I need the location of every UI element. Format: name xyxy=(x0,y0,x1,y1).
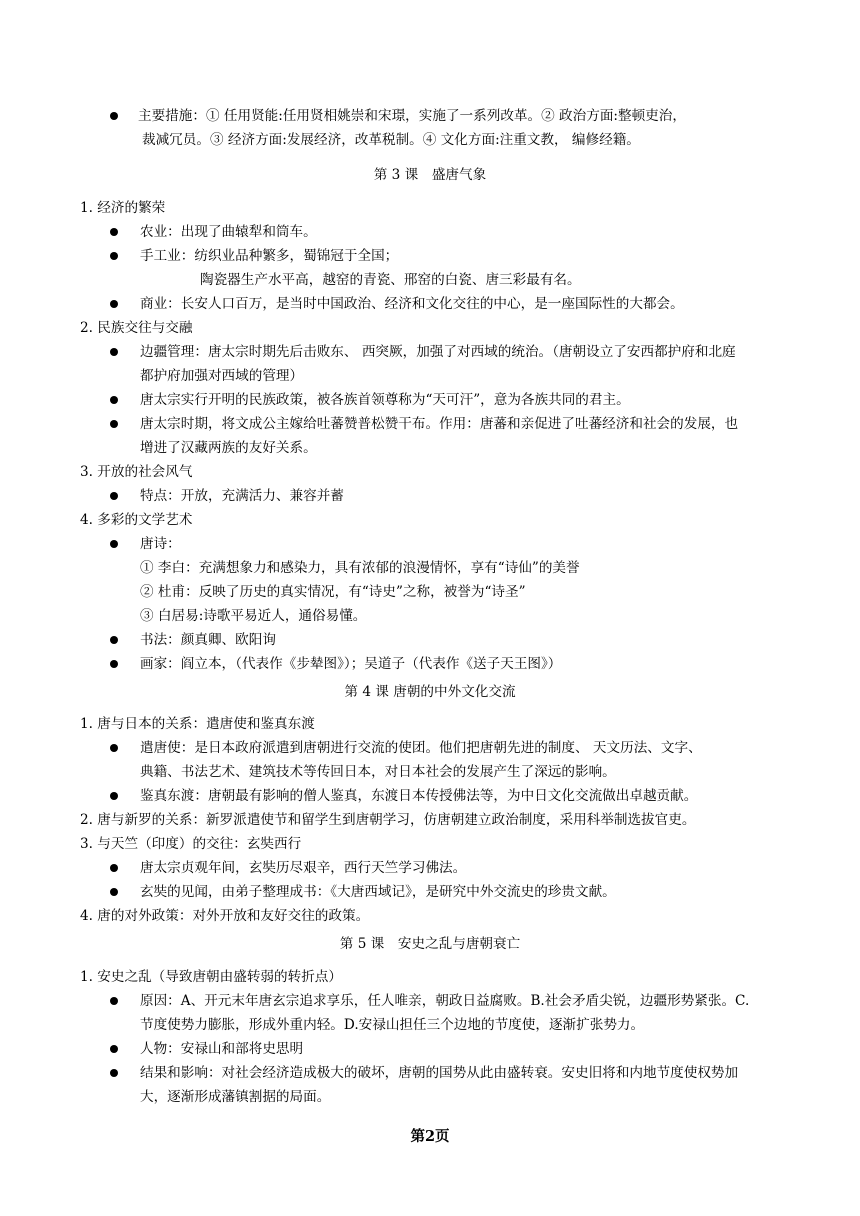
list-item: 边疆管理：唐太宗时期先后击败东、 西突厥，加强了对西域的统治。（唐朝设立了安西都护府和北庭 xyxy=(140,344,736,360)
list-item: 手工业：纺织业品种繁多，蜀锦冠于全国； xyxy=(140,248,399,264)
poet-item: ② 杜甫：反映了历史的真实情况，有“诗史”之称，被誉为“诗圣” xyxy=(140,584,526,600)
list-item: 画家：阎立本，（代表作《步辇图》）；吴道子（代表作《送子天王图》） xyxy=(140,656,562,672)
list-item: 唐太宗时期，将文成公主嫁给吐蕃赞普松赞干布。作用：唐蕃和亲促进了吐蕃经济和社会的发展，也 xyxy=(140,416,739,432)
section-heading: 3. 与天竺（印度）的交往：玄奘西行 xyxy=(80,836,302,852)
list-item: 商业：长安人口百万，是当时中国政治、经济和文化交往的中心，是一座国际性的大都会。 xyxy=(140,296,684,312)
list-item-continuation: 节度使势力膨胀，形成外重内轻。D.安禄山担任三个边地的节度使，逐渐扩张势力。 xyxy=(140,1017,645,1033)
bullet-icon xyxy=(110,997,118,1005)
section-heading: 2. 民族交往与交融 xyxy=(80,320,193,336)
bullet-icon xyxy=(110,888,118,896)
section-heading: 2. 唐与新罗的关系：新罗派遣使节和留学生到唐朝学习，仿唐朝建立政治制度，采用科举制选拔官吏。 xyxy=(80,812,696,828)
section-heading: 3. 开放的社会风气 xyxy=(80,464,193,480)
intro-measures-line: 主要措施：① 任用贤能:任用贤相姚崇和宋璟，实施了一系列改革。② 政治方面:整顿吏治， xyxy=(138,108,686,124)
section-heading: 4. 多彩的文学艺术 xyxy=(80,512,193,528)
list-item-continuation: 典籍、书法艺术、建筑技术等传回日本，对日本社会的发展产生了深远的影响。 xyxy=(140,764,616,780)
poet-item: ③ 白居易:诗歌平易近人，通俗易懂。 xyxy=(140,608,367,624)
list-item: 结果和影响：对社会经济造成极大的破坏，唐朝的国势从此由盛转衰。安史旧将和内地节度使权势加 xyxy=(140,1065,739,1081)
poet-item: ① 李白：充满想象力和感染力，具有浓郁的浪漫情怀，享有“诗仙”的美誉 xyxy=(140,560,580,576)
bullet-icon xyxy=(110,348,118,356)
bullet-icon xyxy=(110,228,118,236)
bullet-icon xyxy=(110,420,118,428)
bullet-icon xyxy=(110,540,118,548)
bullet-icon xyxy=(110,864,118,872)
lesson-3-title: 第 3 课 盛唐气象 xyxy=(373,167,487,183)
bullet-icon xyxy=(110,660,118,668)
lesson-4-title: 第 4 课 唐朝的中外文化交流 xyxy=(344,684,516,700)
bullet-icon xyxy=(110,792,118,800)
list-item: 玄奘的见闻，由弟子整理成书：《大唐西域记》，是研究中外交流史的珍贵文献。 xyxy=(140,884,616,900)
bullet-icon xyxy=(110,636,118,644)
bullet-icon xyxy=(110,1069,118,1077)
list-item: 鉴真东渡：唐朝最有影响的僧人鉴真，东渡日本传授佛法等，为中日文化交流做出卓越贡献。 xyxy=(140,788,698,804)
list-item: 书法：颜真卿、欧阳询 xyxy=(140,632,276,648)
list-item: 农业：出现了曲辕犁和筒车。 xyxy=(140,224,317,240)
section-heading: 1. 安史之乱（导致唐朝由盛转弱的转折点） xyxy=(80,969,342,985)
list-item: 人物：安禄山和部将史思明 xyxy=(140,1041,304,1057)
bullet-icon xyxy=(110,300,118,308)
section-heading: 4. 唐的对外政策：对外开放和友好交往的政策。 xyxy=(80,908,370,924)
list-item: 唐诗： xyxy=(140,536,181,552)
list-item: 特点：开放，充满活力、兼容并蓄 xyxy=(140,488,344,504)
page-number: 第2页 xyxy=(410,1128,450,1145)
bullet-icon xyxy=(110,396,118,404)
list-item-continuation: 都护府加强对西域的管理） xyxy=(140,368,304,384)
list-item-continuation: 陶瓷器生产水平高，越窑的青瓷、邢窑的白瓷、唐三彩最有名。 xyxy=(200,272,581,288)
bullet-icon xyxy=(110,112,118,120)
section-heading: 1. 唐与日本的关系：遣唐使和鉴真东渡 xyxy=(80,716,315,732)
list-item: 唐太宗贞观年间，玄奘历尽艰辛，西行天竺学习佛法。 xyxy=(140,860,467,876)
bullet-icon xyxy=(110,744,118,752)
section-heading: 1. 经济的繁荣 xyxy=(80,200,166,216)
lesson-5-title: 第 5 课 安史之乱与唐朝衰亡 xyxy=(339,936,521,952)
bullet-icon xyxy=(110,492,118,500)
intro-measures-line: 裁减冗员。③ 经济方面:发展经济，改革税制。④ 文化方面:注重文教， 编修经籍。 xyxy=(142,132,640,148)
bullet-icon xyxy=(110,1045,118,1053)
list-item: 唐太宗实行开明的民族政策，被各族首领尊称为“天可汗”，意为各族共同的君主。 xyxy=(140,392,630,408)
list-item: 原因：A、开元末年唐玄宗追求享乐，任人唯亲，朝政日益腐败。B.社会矛盾尖锐，边疆形势紧张。C. xyxy=(140,993,750,1009)
list-item-continuation: 大，逐渐形成藩镇割据的局面。 xyxy=(140,1089,331,1105)
list-item-continuation: 增进了汉藏两族的友好关系。 xyxy=(140,440,317,456)
list-item: 遣唐使：是日本政府派遣到唐朝进行交流的使团。他们把唐朝先进的制度、 天文历法、文字、 xyxy=(140,740,702,756)
bullet-icon xyxy=(110,252,118,260)
